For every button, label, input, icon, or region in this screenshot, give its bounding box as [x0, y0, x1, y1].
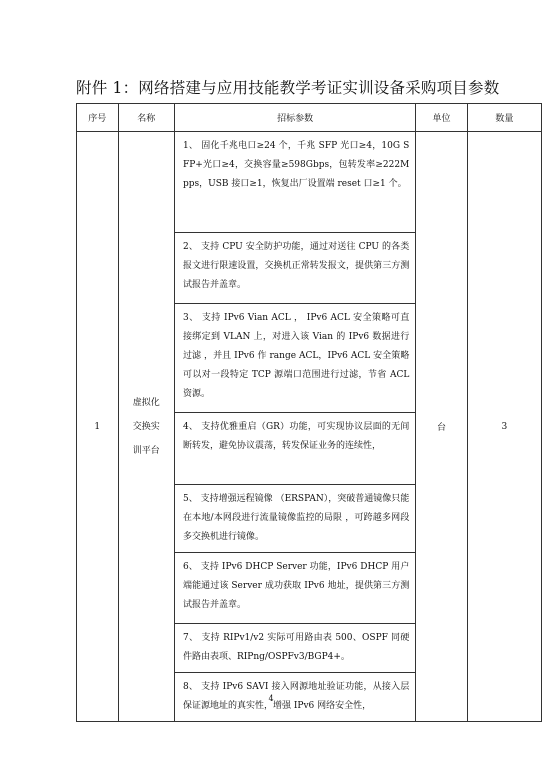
row-index: 1	[77, 132, 119, 722]
header-name: 名称	[118, 104, 174, 132]
row-name-line: 训平台	[132, 445, 160, 456]
spec-item-1: 1、 固化千兆电口≥24 个，千兆 SFP 光口≥4，10G SFP+光口≥4，交换容量≥598Gbps，包转发率≥222Mpps，USB 接口≥1，恢复出厂设置端 reset 口≥1 个。	[174, 132, 415, 233]
spec-item-4: 4、 支持优雅重启（GR）功能，可实现协议层面的无间断转发，避免协议震荡，转发保证业务的连续性，	[174, 413, 415, 485]
table-header-row	[77, 104, 542, 132]
row-name-line: 交换实	[132, 421, 160, 432]
row-unit: 台	[416, 132, 467, 722]
header-index: 序号	[77, 104, 119, 132]
header-specs: 招标参数	[174, 104, 415, 132]
spec-item-5: 5、 支持增强远程镜像 （ERSPAN），突破普通镜像只能在本地/本网段进行流量镜像监控的局限 ，可跨越多网段多交换机进行镜像。	[174, 485, 415, 553]
row-name-line: 虚拟化	[132, 397, 160, 408]
spec-item-6: 6、 支持 IPv6 DHCP Server 功能，IPv6 DHCP 用户端能通过该 Server 成功获取 IPv6 地址，提供第三方测试报告并盖章。	[174, 553, 415, 624]
table-row	[77, 132, 542, 233]
page-number: 4	[268, 694, 274, 703]
document-title: 附件 1：网络搭建与应用技能教学考证实训设备采购项目参数	[76, 79, 500, 97]
spec-item-3: 3、 支持 IPv6 Vian ACL ， IPv6 ACL 安全策略可直接绑定到 VLAN 上，对进入该 Vian 的 IPv6 数据进行过滤 ，并且 IPv6 作 range ACL，IPv6 ACL 安全策略可以对一段特定 TCP 源端口范围进行过滤，节省 ACL 资源。	[174, 304, 415, 413]
row-name	[118, 132, 174, 722]
spec-item-8: 8、 支持 IPv6 SAVI 接入网源地址验证功能，从接入层保证源地址的真实性，增强 IPv6 网络安全性，	[174, 673, 415, 722]
spec-item-7: 7、 支持 RIPv1/v2 实际可用路由表 500、OSPF 同硬件路由表项、RIPng/OSPFv3/BGP4+。	[174, 624, 415, 673]
header-unit: 单位	[416, 104, 467, 132]
header-quantity: 数量	[467, 104, 541, 132]
spec-item-2: 2、 支持 CPU 安全防护功能，通过对送往 CPU 的各类报文进行限速设置，交换机正常转发报文，提供第三方测试报告并盖章。	[174, 233, 415, 304]
procurement-table	[76, 103, 542, 722]
row-quantity: 3	[467, 132, 541, 722]
